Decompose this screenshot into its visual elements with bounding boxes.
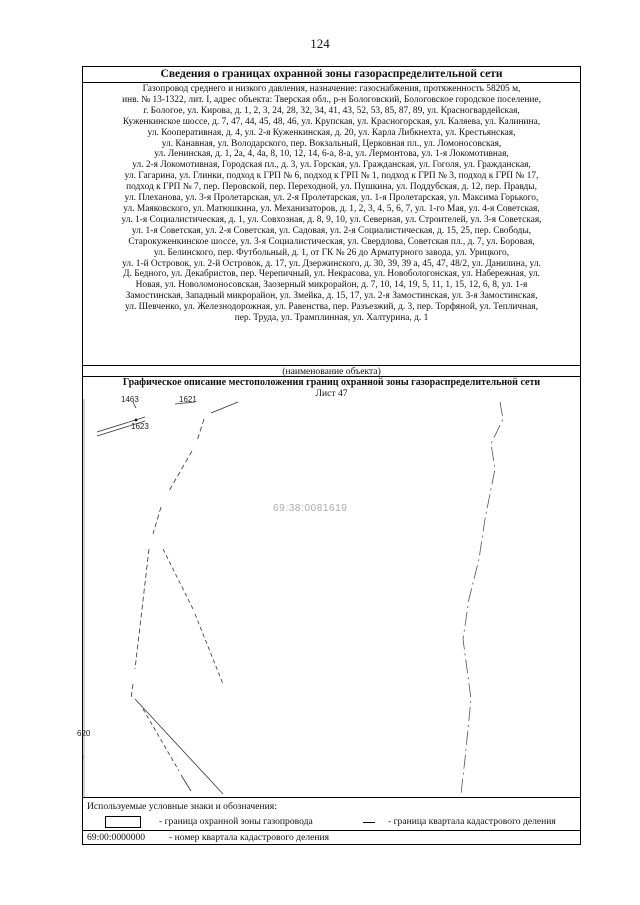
document-title: Сведения о границах охранной зоны газораспределительной сети	[83, 67, 580, 83]
legend-item-text: - номер квартала кадастрового деления	[169, 832, 330, 843]
point-label: 1623	[131, 422, 149, 431]
divider	[83, 830, 580, 831]
parcel-boundary-line	[197, 419, 204, 441]
object-caption: (наименование объекта)	[282, 366, 381, 377]
graphic-title: Графическое описание местоположения границ охранной зоны газораспределительной сети	[122, 377, 541, 388]
divider	[83, 797, 580, 798]
page-number: 124	[310, 36, 330, 51]
description-line: Замостинская, Западный микрорайон, ул. Змейка, д. 15, 17, ул. 2-я Замостинская, ул. 3-я Замостинская,	[125, 291, 538, 302]
parcel-boundary-line	[143, 709, 179, 771]
description-line: ул. Канавная, ул. Володарского, пер. Вокзальный, Церковная пл., ул. Ломоносовская,	[161, 138, 502, 149]
description-line: ул. Плеханова, ул. 3-я Пролетарская, ул. 2-я Пролетарская, ул. 1-я Пролетарская, ул. Максима Горького,	[124, 193, 539, 204]
description-line: ул. Белинского, пер. Футбольный, д. 1, от ГК № 26 до Арматурного завода, ул. Урицкого,	[153, 247, 510, 258]
parcel-boundary-line	[131, 684, 133, 699]
description-line: пер. Труда, ул. Трамплинная, ул. Халтурина, д. 1	[234, 313, 429, 324]
parcel-boundary-line	[195, 614, 223, 684]
description-line: Газопровод среднего и низкого давления, назначение: газоснабжения, протяженность 58205 м,	[142, 84, 521, 94]
description-line: г. Бологое, ул. Кирова, д. 1, 2, 3, 24, 28, 32, 34, 41, 43, 52, 53, 85, 87, 89, ул. Красногвардейская,	[143, 105, 520, 116]
map-area	[77, 395, 582, 797]
map-drawing	[83, 399, 582, 797]
point-label: 1463	[121, 395, 139, 404]
parcel-boundary-line	[181, 775, 191, 791]
description-line: Д. Бедного, ул. Декабристов, пер. Черепичный, ул. Некрасова, ул. Новобологонская, ул. Набережная, ул.	[123, 269, 540, 280]
description-line: ул. Маяковского, ул. Матюшкина, ул. Механизаторов, д. 1, 2, 3, 4, 5, 6, 7, ул. 1-го Мая, ул. 4-я Советская,	[123, 203, 540, 214]
description-line: ул. Шевченко, ул. Железнодорожная, ул. Равенства, пер. Разъезжий, д. 3, пер. Торфяной, ул. Тепличная,	[125, 302, 538, 313]
cadastral-quarter-boundary	[461, 402, 503, 794]
description-line: подход к ГРП № 7, пер. Перовской, пер. Переходной, ул. Пушкина, ул. Поддубская, д. 12, пер. Правды,	[126, 182, 537, 193]
description-line: Куженкинское шоссе, д. 7, 47, 44, 45, 48, 46, ул. Крупская, ул. Красногорская, ул. Каляева, ул. Калинина,	[122, 116, 541, 127]
parcel-boundary-line	[135, 699, 223, 794]
parcel-boundary-line	[135, 549, 149, 669]
parcel-boundary-line	[153, 507, 161, 534]
description-line: Новая, ул. Новоломоносовская, Заозерный микрорайон, д. 7, 10, 14, 19, 5, 11, 1, 15, 12, 6, 8, ул. 1-я	[135, 280, 528, 291]
description-line: ул. 2-я Локомотивная, Городская пл., д. 3, ул. Горская, ул. Гражданская, ул. Гоголя, ул. Гражданская,	[132, 160, 531, 171]
sheet-label: Лист 47	[315, 388, 348, 399]
legend-item-text: - граница квартала кадастрового деления	[388, 816, 556, 827]
description-line: ул. Ленинская, д. 1, 2а, 4, 4а, 8, 10, 12, 14, 6-а, 8-а, ул. Лермонтова, ул. 1-я Локомотивная,	[154, 149, 509, 160]
description-line: ул. 1-я Советская, ул. 2-я Советская, ул. Садовая, ул. 2-я Социалистическая, д. 15, 25, пер. Свободы,	[131, 225, 532, 236]
cadastral-quarter-number: 69:38:0081619	[273, 503, 348, 514]
parcel-boundary-line	[211, 402, 238, 413]
parcel-boundary-line	[163, 549, 193, 609]
point-label: 1621	[179, 395, 197, 404]
description-line: ул. Кооперативная, д. 4, ул. 2-я Куженкинская, д. 20, ул. Карла Либкнехта, ул. Крестьянская,	[147, 127, 516, 138]
description-line: Старокуженкинское шоссе, ул. 3-я Социалистическая, ул. Свердлова, Советская пл., д. 7, ул. Боровая,	[128, 236, 535, 247]
legend-title: Используемые условные знаки и обозначения:	[87, 801, 277, 812]
point-label: 620	[77, 729, 91, 738]
object-description	[85, 84, 578, 324]
description-line: ул. Гагарина, ул. Глинки, подход к ГРП № 6, подход к ГРП № 1, подход к ГРП № 3, подход к ГРП № 17,	[124, 171, 539, 182]
description-line: ул. 1-я Социалистическая, д. 1, ул. Совхозная, д. 8, 9, 10, ул. Северная, ул. Строителей, ул. 3-я Советская,	[121, 214, 542, 225]
description-line: ул. 1-й Островок, ул. 2-й Островок, д. 17, ул. Дзержинского, д. 30, 39, 39 а, 45, 47, 48/2, ул. Данилина, ул.	[122, 258, 541, 269]
legend-code-sample: 69:00:0000000	[87, 832, 146, 843]
quarter-boundary-legend-symbol	[363, 822, 375, 823]
document-frame	[77, 66, 581, 845]
legend-item-text: - граница охранной зоны газопровода	[159, 816, 313, 827]
parcel-boundary-line	[169, 451, 192, 491]
survey-point-marker	[135, 419, 138, 422]
zone-boundary-legend-symbol	[105, 816, 141, 828]
description-line: инв. № 13-1322, лит. I, адрес объекта: Тверская обл., р-н Бологовский, Бологовское городское поселение,	[122, 94, 541, 105]
